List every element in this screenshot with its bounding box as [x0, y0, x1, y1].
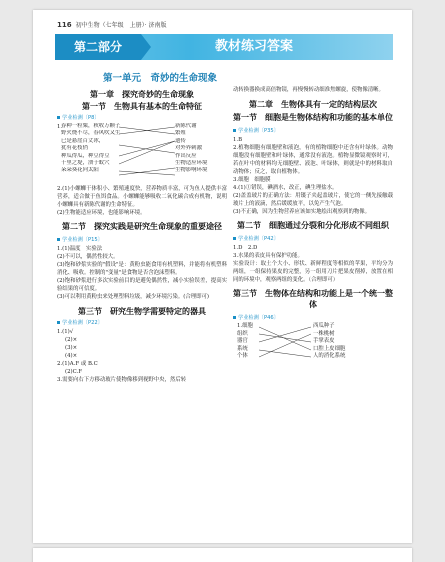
match-left-item: 个体 [237, 353, 248, 360]
match-right-item: 对外界刺激 [175, 145, 202, 152]
practice-tag: 学业检测〔P15〕 [57, 236, 227, 244]
match-right-item: 新陈代谢 [175, 123, 197, 129]
left-column [57, 88, 227, 384]
answer-line: (4)× [65, 353, 78, 359]
match-right-item: 作出反应 [175, 152, 197, 159]
answer-paragraph: (2)生物能适应环境，也能影响环境。 [57, 210, 146, 216]
part-banner [55, 34, 393, 60]
answer-line: 3.水果的表皮具有保护功能。 [233, 253, 303, 259]
section-heading: 第二节 细胞通过分裂和分化形成不同组织 [237, 220, 389, 230]
answer-line: (3)饱和砂浆实验的"假设"是：黄粉虫能食用有机塑料，并能将有机塑料消化、吸收。控制的"变量"是食物是否含泡沫塑料。 [57, 262, 227, 276]
section-heading: 第三节 生物体在结构和功能上是一个统一整体 [233, 288, 393, 309]
answer-paragraph: 2.(1)小螺蛳干体积小、繁殖速度快，营养物质丰富，可为鱼人提供丰富营养，适合做于鱼饵食品。小螺蛳能够吸收二氧化碳合成有机物，说明小螺蛳具有新陈代谢的生命特征。 [57, 186, 227, 208]
matching-lines [257, 323, 313, 361]
practice-tag: 学业检测〔P22〕 [57, 319, 227, 327]
practice-tag: 学业检测〔P8〕 [57, 114, 227, 122]
answer-line: 1.D 2.D [233, 245, 258, 251]
book-page [33, 10, 412, 543]
match-right-item: 生物适应环境 [175, 159, 208, 166]
question-number: 1. [237, 323, 243, 329]
answer-line: (2)盖盖玻片的正确方法：用镊子夹起盖玻片，使它的一侧先接触载玻片上的液滴，然后缓缓放平，以免产生气泡。 [233, 193, 393, 207]
match-right-list [313, 323, 373, 361]
match-right-item: 西瓜种子 [313, 323, 335, 329]
match-right-item: 口腔上皮细胞 [313, 345, 346, 352]
matching-exercise [233, 323, 393, 363]
match-left-list [61, 123, 123, 175]
banner-title: 教材练习答案 [214, 39, 293, 54]
answer-line: 动转换器换成高倍物镜，再慢慢转动细准焦螺旋，使物像清晰。 [233, 87, 384, 93]
answer-line: (2)C.F [65, 369, 83, 375]
unit-title: 第一单元 奇妙的生命现象 [103, 73, 218, 84]
running-head-text: 初中生物（七年级 上册）· 济南版 [75, 22, 167, 29]
practice-tag: 学业检测〔P46〕 [233, 314, 393, 322]
section-heading: 第一节 细胞是生物体结构和功能的基本单位 [233, 112, 393, 122]
match-left-item: 野火烧不尽，春风吹又生 [61, 130, 121, 137]
match-right-item: 遗传 [175, 137, 186, 144]
answer-line: 1.(1)温度 实验法 [57, 246, 103, 252]
practice-tag: 学业检测〔P42〕 [233, 235, 393, 243]
section-heading: 第二节 探究实践是研究生命现象的重要途径 [62, 221, 222, 231]
answer-line: 1.(1)√ [57, 329, 74, 335]
answer-line: (3)× [65, 345, 78, 351]
match-left-label: 细胞 [242, 323, 253, 329]
matching-exercise [57, 123, 227, 183]
right-column [233, 86, 393, 365]
answer-line: 4.(1)①错误，碘酒水，改正，碘生理盐水。 [233, 185, 338, 191]
answer-line: 实验设计：取土个大小、形状、新鲜程度等相似的苹果，平均分为两组，一组保持果皮的完整，另一组用刀片把果皮削掉，放置在相同的环境中，观察两组的变化。（合理即可） [233, 261, 393, 283]
match-left-item: 千里之堤，溃于蚁穴 [61, 159, 110, 166]
matching-lines [117, 123, 179, 179]
page-number: 116 [57, 21, 72, 29]
running-head [57, 20, 166, 29]
match-left-item: 已是悬崖百丈冰， [61, 137, 105, 144]
answer-line: 1.B [233, 137, 243, 143]
section-heading: 第三节 研究生物学需要特定的器具 [78, 306, 206, 316]
answer-line: (2)饱和砂浆进行多次实验前目的是避免偶然性，减小实验误差，提高实验结果的可信度。 [57, 278, 227, 292]
match-right-item: 人的消化系统 [313, 353, 346, 360]
match-right-item: 繁殖 [175, 130, 186, 137]
question-number: 1. [57, 124, 63, 130]
answer-line: 3.细胞 细胞膜 [233, 177, 271, 183]
match-right-item: 手掌表皮 [313, 338, 335, 345]
match-right-item: 一株桃树 [313, 330, 335, 337]
answer-line: (3)可以利用黄粉虫来处理塑料垃圾，减少环境污染。(合理即可) [57, 294, 209, 300]
practice-tag: 学业检测〔P35〕 [233, 127, 393, 135]
next-page-edge [33, 548, 412, 562]
match-right-item: 生物影响环境 [175, 167, 208, 174]
match-left-item: 春种一粒粟，秋收万颗子 [61, 123, 121, 129]
match-right-list [175, 123, 221, 175]
match-left-item: 器官 [237, 338, 248, 345]
match-left-item: 组织 [237, 330, 248, 337]
match-left-item: 犹有花枝俏 [61, 145, 88, 152]
answer-line: 2.(1)A.F 或 B.C [57, 361, 98, 367]
match-left-item: 朵朵葵花向太阳 [61, 167, 99, 174]
answer-line: 3.需要向右下方移动玻片使物像移到视野中央，然后转 [57, 377, 187, 383]
chapter-heading: 第二章 生物体具有一定的结构层次 [249, 99, 377, 109]
chapter-heading: 第一章 探究奇妙的生命现象 [90, 89, 194, 99]
answer-line: (3)不正确，因为生物营养应该如实地绘出观察到的物像。 [233, 209, 371, 215]
answer-line: (2)不可以，偶然性较大。 [57, 254, 119, 260]
answer-line: (2)× [65, 337, 78, 343]
section-heading: 第一节 生物具有基本的生命特征 [82, 101, 202, 111]
answer-line: 2.植物细胞有细胞壁和液泡，有的植物细胞中还含有叶绿体。动物细胞没有细胞壁和叶绿体，通常没有液泡。植物显微镜观察时可，若在叶中的材料均无细胞壁、液泡、叶绿体，则就是中的材料取自动物体；反之，取自植物体。 [233, 145, 393, 175]
banner-part-tag: 第二部分 [55, 34, 141, 60]
match-left-item: 种瓜得瓜，种豆得豆 [61, 152, 110, 159]
match-left-item: 系统 [237, 345, 248, 352]
